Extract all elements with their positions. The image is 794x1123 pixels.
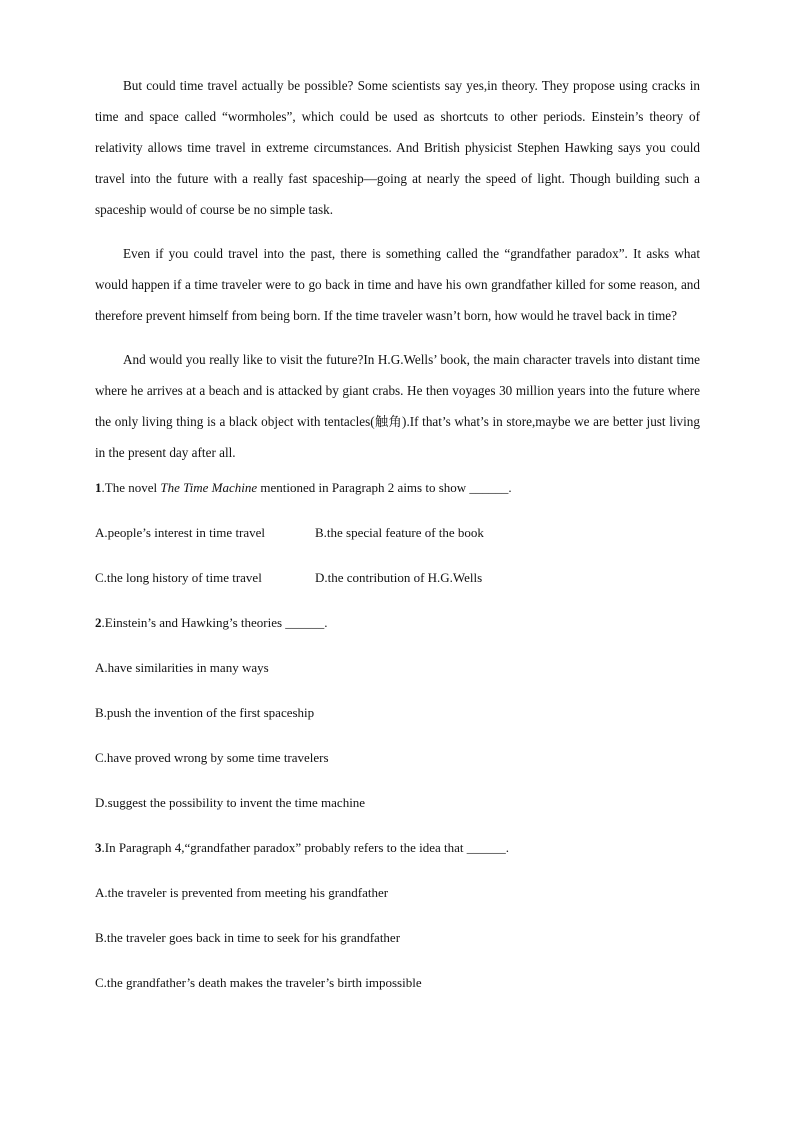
question-1-options-row-2 — [95, 569, 700, 587]
question-number: 3 — [95, 840, 102, 855]
question-number: 2 — [95, 615, 102, 630]
question-3-stem: 3.In Paragraph 4,“grandfather paradox” probably refers to the idea that ______. — [95, 840, 510, 855]
question-number: 1 — [95, 480, 102, 495]
paragraph-1: But could time travel actually be possible? Some scientists say yes,in theory. They propose using cracks in time and space called “wormholes”, which could be used as shortcuts to other periods. Einstein’s theory of relativity allows time travel in extreme circumstances. And British physicist Stephen Hawking says you could travel into the future with a really fast spaceship—going at nearly the speed of light. Though building such a spaceship would of course be no simple task. — [95, 78, 700, 217]
document-page — [95, 70, 700, 992]
option-b: B.the traveler goes back in time to seek for his grandfather — [95, 930, 401, 945]
question-2-stem: 2.Einstein’s and Hawking’s theories ______. — [95, 615, 328, 630]
option-b: B.the special feature of the book — [315, 525, 484, 540]
question-1-stem: 1.The novel The Time Machine mentioned in Paragraph 2 aims to show ______. — [95, 480, 512, 495]
option-d: D.the contribution of H.G.Wells — [315, 570, 483, 585]
option-a: A.people’s interest in time travel — [95, 525, 266, 540]
option-c: C.the grandfather’s death makes the traveler’s birth impossible — [95, 975, 422, 990]
question-1-options-row-1 — [95, 524, 700, 542]
book-title: The Time Machine — [160, 480, 258, 495]
option-c: C.the long history of time travel — [95, 570, 262, 585]
option-b: B.push the invention of the first spaceship — [95, 705, 315, 720]
option-a: A.have similarities in many ways — [95, 660, 269, 675]
option-d: D.suggest the possibility to invent the time machine — [95, 795, 366, 810]
option-a: A.the traveler is prevented from meeting his grandfather — [95, 885, 389, 900]
paragraph-3: And would you really like to visit the future?In H.G.Wells’ book, the main character travels into distant time where he arrives at a beach and is attacked by giant crabs. He then voyages 30 million years into the future where the only living thing is a black object with tentacles(触角).If that’s what’s in store,maybe we are better just living in the present day after all. — [95, 352, 700, 460]
paragraph-2: Even if you could travel into the past, there is something called the “grandfather paradox”. It asks what would happen if a time traveler were to go back in time and have his own grandfather killed for some reason, and therefore prevent himself from being born. If the time traveler wasn’t born, how would he travel back in time? — [95, 246, 700, 323]
option-c: C.have proved wrong by some time travelers — [95, 750, 329, 765]
